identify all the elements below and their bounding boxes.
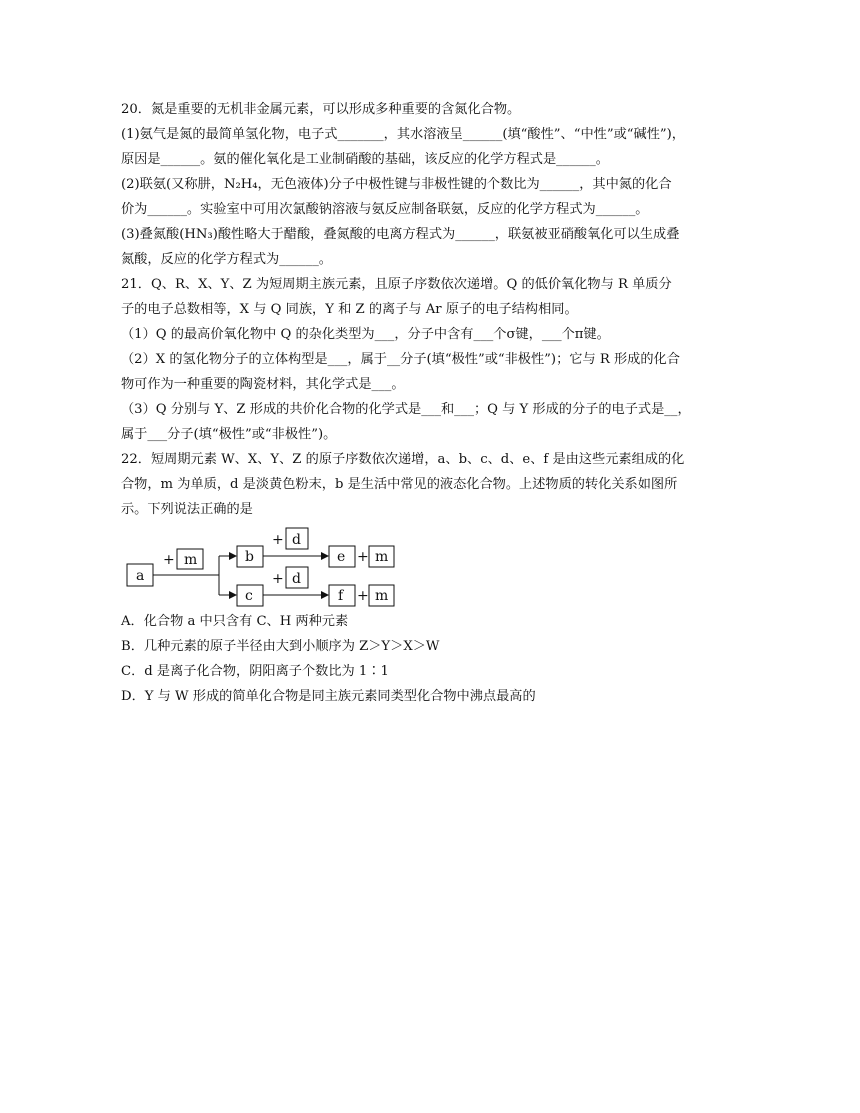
q21-stem-line2: 子的电子总数相等，X 与 Q 同族，Y 和 Z 的离子与 Ar 原子的电子结构相同。 (121, 302, 578, 317)
plus-sign: + (163, 552, 175, 568)
option-a: A．化合物 a 中只含有 C、H 两种元素 (121, 614, 349, 629)
label-b: b (245, 549, 254, 565)
plus-sign: + (357, 588, 369, 604)
q21-stem-line1: 21．Q、R、X、Y、Z 为短周期主族元素，且原子序数依次递增。Q 的低价氧化物与 R 单质分 (121, 277, 672, 292)
q20-part3-line2: 氮酸，反应的化学方程式为______。 (121, 252, 332, 267)
reaction-flow-diagram (126, 524, 416, 614)
label-d: d (292, 571, 301, 587)
label-d: d (292, 532, 301, 548)
q20-part2-line1: (2)联氨(又称肼，N₂H₄，无色液体)分子中极性键与非极性键的个数比为______，其中氮的化合 (121, 177, 672, 192)
label-a: a (136, 568, 145, 584)
q22-stem-line2: 合物，m 为单质，d 是淡黄色粉末，b 是生活中常见的液态化合物。上述物质的转化关系如图所 (121, 477, 678, 492)
q20-stem: 20．氮是重要的无机非金属元素，可以形成多种重要的含氮化合物。 (121, 102, 521, 117)
label-f: f (338, 588, 344, 604)
label-m: m (375, 588, 389, 604)
q21-part3-line2: 属于___分子(填“极性”或“非极性”)。 (121, 427, 337, 442)
q21-part2-line2: 物可作为一种重要的陶瓷材料，其化学式是___。 (121, 377, 405, 392)
option-d: D．Y 与 W 形成的简单化合物是同主族元素同类型化合物中沸点最高的 (121, 689, 536, 704)
label-e: e (337, 549, 346, 565)
label-m: m (184, 552, 198, 568)
label-m: m (375, 549, 389, 565)
q20-part1-line2: 原因是______。氨的催化氧化是工业制硝酸的基础，该反应的化学方程式是______。 (121, 152, 609, 167)
q22-stem-line3: 示。下列说法正确的是 (121, 502, 253, 517)
q21-part1: （1）Q 的最高价氧化物中 Q 的杂化类型为___，分子中含有___个σ键，___个π键。 (121, 327, 610, 342)
plus-sign: + (357, 549, 369, 565)
q21-part2-line1: （2）X 的氢化物分子的立体构型是___，属于__分子(填“极性”或“非极性”)；它与 R 形成的化合 (121, 352, 680, 367)
q20-part2-line2: 价为______。实验室中可用次氯酸钠溶液与氨反应制备联氨，反应的化学方程式为______。 (121, 202, 649, 217)
option-c: C．d 是离子化合物，阴阳离子个数比为 1∶1 (121, 664, 389, 679)
plus-sign: + (272, 532, 284, 548)
option-b: B．几种元素的原子半径由大到小顺序为 Z＞Y＞X＞W (121, 639, 440, 654)
q22-stem-line1: 22．短周期元素 W、X、Y、Z 的原子序数依次递增，a、b、c、d、e、f 是由这些元素组成的化 (121, 452, 685, 467)
q20-part1-line1: (1)氨气是氮的最简单氢化物，电子式_______，其水溶液呈______(填“酸性”、“中性”或“碱性”)， (121, 127, 685, 142)
plus-sign: + (272, 571, 284, 587)
q21-part3-line1: （3）Q 分别与 Y、Z 形成的共价化合物的化学式是___和___；Q 与 Y 形成的分子的电子式是__， (121, 402, 691, 417)
q20-part3-line1: (3)叠氮酸(HN₃)酸性略大于醋酸，叠氮酸的电离方程式为______，联氨被亚硝酸氧化可以生成叠 (121, 227, 680, 242)
label-c: c (245, 588, 253, 604)
